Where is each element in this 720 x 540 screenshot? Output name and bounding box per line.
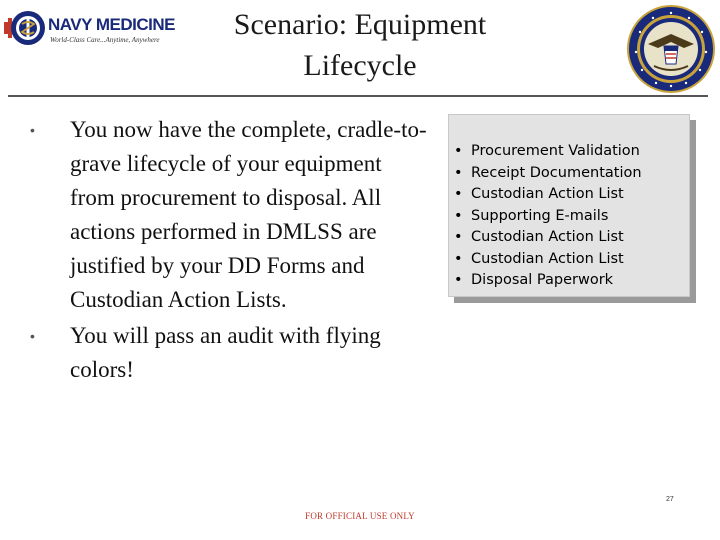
slide-title-line-1: Scenario: Equipment [233,8,487,41]
documentation-item [454,184,642,206]
documentation-box [448,114,690,297]
documentation-item-text: Custodian Action List [471,229,624,245]
navy-medicine-logo [4,6,176,50]
documentation-item-text: Procurement Validation [471,143,640,159]
documentation-item [454,163,642,185]
documentation-item [454,249,642,271]
logo-tagline: World-Class Care...Anytime, Anywhere [50,36,160,44]
documentation-item [454,270,642,292]
bullet-item [30,319,430,387]
bullet-dot: • [30,122,35,138]
documentation-item-text: Supporting E-mails [471,207,609,224]
bullet-text: You will pass an audit with flying colors! [70,323,381,382]
documentation-item-text: Custodian Action List [471,250,624,267]
list-bullet: • [454,164,463,181]
main-bullet-list [30,113,430,387]
documentation-list [454,141,642,292]
list-bullet: • [454,207,463,224]
documentation-item-text: Custodian Action List [471,186,624,202]
slide-title [160,4,560,86]
bullet-text: You now have the complete, cradle-to-grave lifecycle of your equipment from procurement to disposal. All actions performed in DMLSS are justified by your DD Forms and Custodian Action Lists. [70,117,427,312]
slide-title-line-2: Lifecycle [303,49,417,82]
documentation-item [454,227,642,249]
bullet-dot: • [30,328,35,344]
logo-brand-text: NAVY MEDICINE [48,15,176,34]
page-number: 27 [666,496,674,503]
navy-department-seal-icon [626,4,716,94]
list-bullet: • [454,186,463,202]
list-bullet: • [454,272,463,288]
bullet-item [30,113,430,317]
documentation-item [454,141,642,163]
documentation-item-text: Receipt Documentation [471,164,642,181]
list-bullet: • [454,229,463,245]
documentation-item [454,206,642,228]
title-divider [8,95,708,97]
navy-medicine-logo-icon [4,6,48,50]
classification-footer: FOR OFFICIAL USE ONLY [305,511,415,521]
list-bullet: • [454,250,463,267]
documentation-item-text: Disposal Paperwork [471,272,614,288]
list-bullet: • [454,143,463,159]
